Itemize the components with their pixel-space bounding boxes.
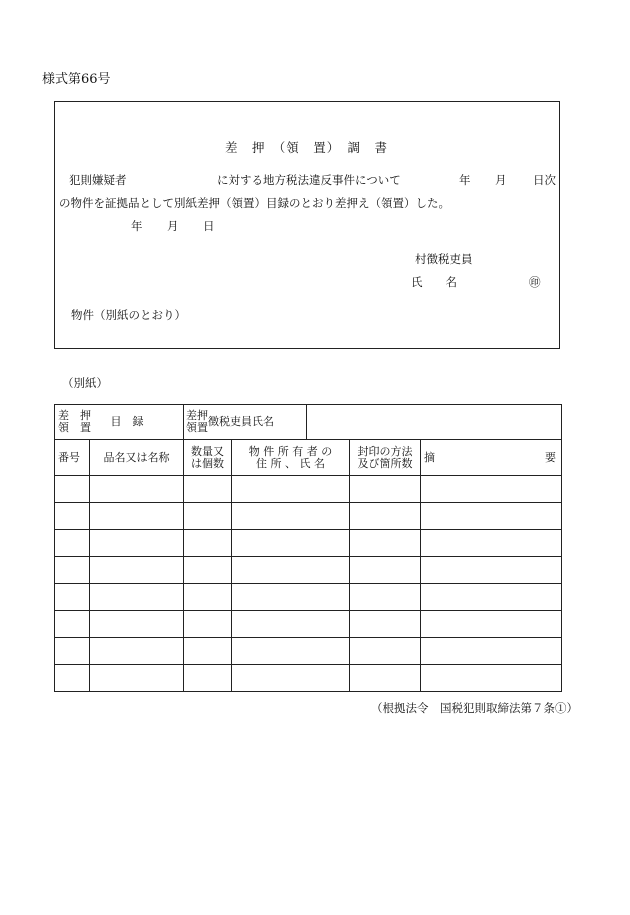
list-label: 目 録 xyxy=(110,415,144,428)
attachment-label: （別紙） xyxy=(62,376,108,390)
seizure-type-1: 差 押 xyxy=(58,409,91,422)
case-day-label: 日次 xyxy=(533,173,556,187)
seizure-type-2: 領 置 xyxy=(58,421,91,434)
table-row xyxy=(55,584,562,611)
case-year-label: 年 xyxy=(459,173,471,187)
table-row xyxy=(55,530,562,557)
record-title: 差 押 （領 置） 調 書 xyxy=(225,140,389,155)
case-text: に対する地方税法違反事件について xyxy=(217,173,401,187)
col-remarks: 摘 要 xyxy=(421,440,562,476)
inventory-header-row xyxy=(55,405,562,440)
date-month-label: 月 xyxy=(167,219,179,233)
officer-title: 村徴税吏員 xyxy=(415,252,473,266)
officer-type-1: 差押 xyxy=(186,409,208,422)
case-month-label: 月 xyxy=(495,173,507,187)
record-body-line2: の物件を証拠品として別紙差押（領置）目録のとおり差押え（領置）した。 xyxy=(59,196,450,210)
officer-name-cell xyxy=(184,405,562,440)
col-qty: 数量又 は個数 xyxy=(184,440,232,476)
table-row xyxy=(55,611,562,638)
officer-name-value xyxy=(307,405,561,439)
table-row xyxy=(55,503,562,530)
seizure-inventory-table xyxy=(54,404,562,692)
goods-label: 物件（別紙のとおり） xyxy=(71,308,186,322)
table-row xyxy=(55,557,562,584)
seizure-type-stack xyxy=(58,410,91,434)
table-row xyxy=(55,665,562,692)
inventory-column-header-row xyxy=(55,440,562,476)
table-row xyxy=(55,638,562,665)
date-day-label: 日 xyxy=(203,219,215,233)
col-item: 品名又は名称 xyxy=(90,440,184,476)
legal-basis: （根拠法令 国税犯則取締法第７条①） xyxy=(371,701,578,715)
suspect-label: 犯則嫌疑者 xyxy=(69,173,127,187)
seal-icon: ㊞ xyxy=(529,275,541,289)
officer-type-stack xyxy=(186,410,208,434)
name-label: 氏 名 xyxy=(411,275,457,289)
col-seal-method: 封印の方法 及び箇所数 xyxy=(350,440,421,476)
inventory-title-cell xyxy=(55,405,184,440)
seizure-record-box xyxy=(54,101,560,349)
date-year-label: 年 xyxy=(131,219,143,233)
table-row xyxy=(55,476,562,503)
col-number: 番号 xyxy=(55,440,90,476)
col-owner: 物 件 所 有 者 の 住 所 、 氏 名 xyxy=(232,440,350,476)
officer-name-label: 徴税吏員氏名 xyxy=(208,415,274,428)
officer-type-2: 領置 xyxy=(186,421,208,434)
form-number: 様式第66号 xyxy=(42,72,111,87)
